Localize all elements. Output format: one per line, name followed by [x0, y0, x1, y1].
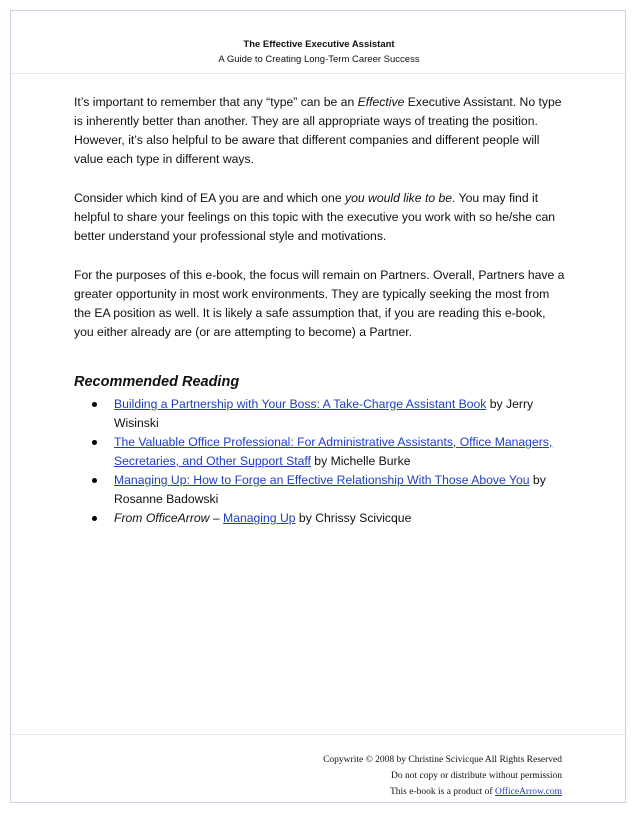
- bullet-icon: [92, 402, 97, 407]
- footer-divider: [11, 734, 625, 735]
- source-label: From OfficeArrow: [114, 511, 210, 525]
- paragraph-text: . You may find it helpful to share your feelings on this topic with the executive you work with so he/she can better understand your professional style and motivations.: [74, 191, 555, 243]
- article-link-managing-up[interactable]: Managing Up: [223, 511, 296, 525]
- recommended-reading-list: [74, 395, 568, 528]
- header-divider: [11, 73, 625, 74]
- separator-dash: –: [209, 511, 224, 525]
- permission-line: Do not copy or distribute without permission: [391, 771, 562, 781]
- book-author: by Michelle Burke: [310, 454, 411, 468]
- list-item: [74, 471, 568, 509]
- page-footer: [323, 752, 562, 800]
- list-item: [74, 509, 568, 528]
- book-link-valuable-office-professional[interactable]: The Valuable Office Professional: For Administrative Assistants, Office Managers, Secretaries, and Other Support Staff: [114, 435, 553, 468]
- paragraph-partners: For the purposes of this e-book, the focus will remain on Partners. Overall, Partners have a greater opportunity in most work environments. They are typically seeking the most from the EA position as well. It is likely a safe assumption that, if you are reading this e-book, you either already are (or are attempting to become) a Partner.: [74, 268, 565, 339]
- book-author: by Rosanne Badowski: [114, 473, 546, 506]
- page-header: [0, 38, 638, 66]
- officearrow-link[interactable]: OfficeArrow.com: [494, 787, 562, 797]
- paragraph-text: Consider which kind of EA you are and which one: [74, 191, 345, 205]
- list-item: [74, 433, 568, 471]
- product-text: This e-book is a product of: [389, 787, 495, 797]
- article-author: by Chrissy Scivicque: [295, 511, 412, 525]
- book-link-building-partnership[interactable]: Building a Partnership with Your Boss: A Take-Charge Assistant Book: [114, 397, 487, 411]
- bullet-icon: [92, 516, 97, 521]
- book-author: by Jerry Wisinski: [114, 397, 534, 430]
- bullet-icon: [92, 478, 97, 483]
- emphasis-text: Effective: [357, 95, 405, 109]
- bullet-icon: [92, 440, 97, 445]
- book-link-managing-up-forge[interactable]: Managing Up: How to Forge an Effective Relationship With Those Above You: [114, 473, 530, 487]
- paragraph-effective-type: [74, 93, 568, 169]
- paragraph-text: It’s important to remember that any “type” can be an: [74, 95, 358, 109]
- copyright-line: Copywrite © 2008 by Christine Scivicque All Rights Reserved: [323, 755, 562, 765]
- recommended-reading-heading: Recommended Reading: [74, 374, 240, 390]
- emphasis-text: you would like to be: [345, 191, 453, 205]
- book-title: The Effective Executive Assistant: [243, 39, 395, 50]
- paragraph-consider-ea: [74, 189, 568, 246]
- book-subtitle: A Guide to Creating Long-Term Career Success: [218, 54, 420, 65]
- list-item: [74, 395, 568, 433]
- page-content: [74, 93, 568, 528]
- paragraph-text: Executive Assistant. No type is inherently better than another. They are all appropriate ways of treating the position. However, it’s also helpful to be aware that different companies and different people will value each type in different ways.: [74, 95, 562, 166]
- product-line: [323, 784, 562, 800]
